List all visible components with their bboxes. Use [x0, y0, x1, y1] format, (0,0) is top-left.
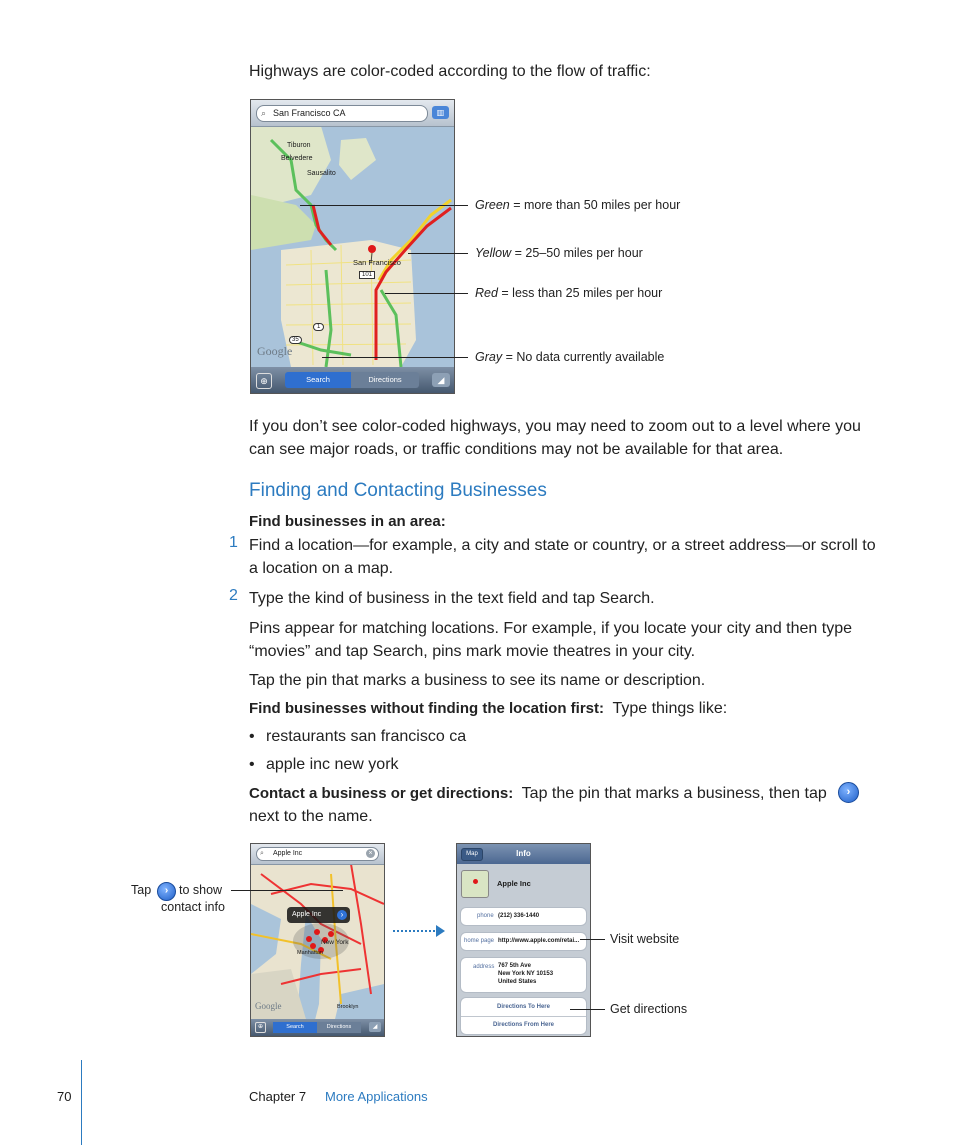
- contact-paragraph-line1: [249, 782, 827, 805]
- step-2-number: 2: [229, 587, 238, 604]
- leader-line-callout: [231, 890, 343, 891]
- tab-search[interactable]: Search: [273, 1022, 317, 1033]
- magnifier-icon: ⌕: [260, 850, 264, 857]
- home-page-label: home page: [464, 938, 495, 944]
- phone-label: phone: [477, 913, 494, 919]
- address-label: address: [473, 964, 495, 970]
- home-page-row[interactable]: [460, 932, 587, 951]
- traffic-map-screenshot: [250, 99, 455, 394]
- place-label-brooklyn: Brooklyn: [337, 1004, 359, 1010]
- home-page-value: http://www.apple.com/retai...: [498, 938, 580, 944]
- info-nav-bar: [457, 844, 590, 864]
- pins-paragraph: Pins appear for matching locations. For example, if you locate your city and then type “movies” and tap Search, pins mark movie theatres in your city.: [249, 620, 852, 660]
- address-line: New York NY 10153: [498, 971, 554, 977]
- search-input-value: San Francisco CA: [273, 108, 346, 118]
- without-location-paragraph: [249, 697, 727, 720]
- search-input[interactable]: [256, 105, 428, 122]
- contact-label: Contact a business or get directions:: [249, 785, 514, 802]
- step-1-text: Find a location—for example, a city and state or country, or a street address—or scroll to a location on a map.: [249, 537, 876, 577]
- bullet-marker: •: [249, 756, 255, 773]
- place-label-manhattan: Manhattan: [297, 950, 323, 956]
- business-search-bar: [251, 844, 384, 865]
- bookmarks-icon[interactable]: ▥: [432, 106, 449, 119]
- callout-show-text: to show: [179, 883, 223, 897]
- transition-arrow-line: [393, 930, 435, 932]
- find-label: Find businesses in an area:: [249, 513, 446, 530]
- google-logo: Google: [257, 344, 293, 358]
- directions-from-here-button[interactable]: Directions From Here: [492, 1022, 555, 1028]
- place-label-sausalito: Sausalito: [307, 170, 336, 177]
- footer-chapter: Chapter 7: [249, 1089, 307, 1104]
- route-shield-101: 101: [359, 271, 375, 279]
- callout-contact-info-text: contact info: [161, 900, 225, 914]
- locate-icon[interactable]: ⊕: [256, 373, 272, 389]
- route-shield-35: 35: [289, 336, 302, 344]
- contact-paragraph-line2: next to the name.: [249, 808, 373, 825]
- bullet-item: apple inc new york: [266, 756, 399, 773]
- address-line: 767 5th Ave: [498, 963, 531, 969]
- leader-line-gray: [322, 357, 468, 358]
- magnifier-icon: ⌕: [261, 108, 267, 118]
- page-curl-icon[interactable]: ◢: [432, 373, 450, 387]
- detail-disclosure-icon[interactable]: ›: [337, 910, 347, 920]
- place-label-belvedere: Belvedere: [281, 155, 313, 162]
- transition-arrow-head: [436, 925, 445, 937]
- legend-green: Green = more than 50 miles per hour: [475, 198, 681, 212]
- map-toolbar: [251, 367, 454, 393]
- business-map-toolbar: [251, 1019, 384, 1036]
- detail-disclosure-icon: ›: [838, 782, 859, 803]
- without-label: Find businesses without finding the location first:: [249, 700, 604, 717]
- intro-text: Highways are color-coded according to the flow of traffic:: [249, 63, 651, 80]
- address-line: United States: [498, 979, 537, 985]
- step-1-number: 1: [229, 534, 238, 551]
- place-label-new-york: New York: [321, 939, 349, 946]
- locate-icon[interactable]: ⊕: [255, 1022, 266, 1033]
- bullet-marker: •: [249, 728, 255, 745]
- legend-gray: Gray = No data currently available: [475, 350, 665, 364]
- legend-red: Red = less than 25 miles per hour: [475, 286, 663, 300]
- bullet-item: restaurants san francisco ca: [266, 728, 467, 745]
- info-screenshot: [456, 843, 591, 1037]
- phone-value: (212) 336-1440: [498, 913, 540, 919]
- without-text: Type things like:: [612, 700, 728, 717]
- leader-line-red: [385, 293, 468, 294]
- clear-icon[interactable]: ×: [366, 849, 375, 858]
- business-name: Apple Inc: [497, 879, 531, 888]
- footer-divider: [81, 1060, 82, 1145]
- tap-pin-paragraph: Tap the pin that marks a business to see its name or description.: [249, 672, 706, 689]
- business-thumbnail: [461, 870, 489, 898]
- search-bar: [251, 100, 454, 127]
- business-map-screenshot: [250, 843, 385, 1037]
- leader-line-website: [580, 939, 605, 940]
- callout-visit-website: Visit website: [610, 932, 680, 946]
- business-search-input[interactable]: [256, 847, 379, 861]
- zoom-paragraph: If you don’t see color-coded highways, you may need to zoom out to a level where you can see major roads, or traffic conditions may not be available for that area.: [249, 418, 861, 458]
- google-logo: Google: [255, 1001, 282, 1011]
- tab-search[interactable]: Search: [285, 372, 351, 388]
- tab-directions[interactable]: Directions: [351, 372, 419, 388]
- info-title: Info: [516, 849, 531, 858]
- callout-get-directions: Get directions: [610, 1002, 688, 1016]
- detail-disclosure-icon: ›: [157, 882, 176, 901]
- contact-text: Tap the pin that marks a business, then tap: [521, 785, 827, 802]
- footer-section-link[interactable]: More Applications: [325, 1089, 428, 1104]
- callout-tap-text: Tap: [131, 883, 152, 897]
- page-number: 70: [57, 1089, 72, 1104]
- leader-line-yellow: [408, 253, 468, 254]
- route-shield-1: 1: [313, 323, 324, 331]
- place-label-san-francisco: San Francisco: [353, 258, 401, 267]
- business-callout[interactable]: [287, 907, 350, 923]
- page-curl-icon[interactable]: ◢: [369, 1022, 381, 1032]
- step-2-text: Type the kind of business in the text field and tap Search.: [249, 590, 655, 607]
- place-label-tiburon: Tiburon: [287, 142, 311, 149]
- section-heading: Finding and Contacting Businesses: [249, 480, 547, 501]
- leader-line-green: [300, 205, 468, 206]
- pin-icon: [473, 879, 478, 884]
- tab-directions[interactable]: Directions: [317, 1022, 361, 1033]
- phone-row[interactable]: [460, 907, 587, 926]
- legend-yellow: Yellow = 25–50 miles per hour: [475, 246, 643, 260]
- business-search-value: Apple Inc: [273, 850, 303, 857]
- address-row[interactable]: [460, 957, 587, 993]
- leader-line-directions: [570, 1009, 605, 1010]
- directions-to-here-button[interactable]: Directions To Here: [461, 998, 586, 1017]
- directions-group: [460, 997, 587, 1035]
- business-callout-label: Apple Inc: [292, 911, 322, 918]
- map-back-button[interactable]: Map: [461, 848, 483, 861]
